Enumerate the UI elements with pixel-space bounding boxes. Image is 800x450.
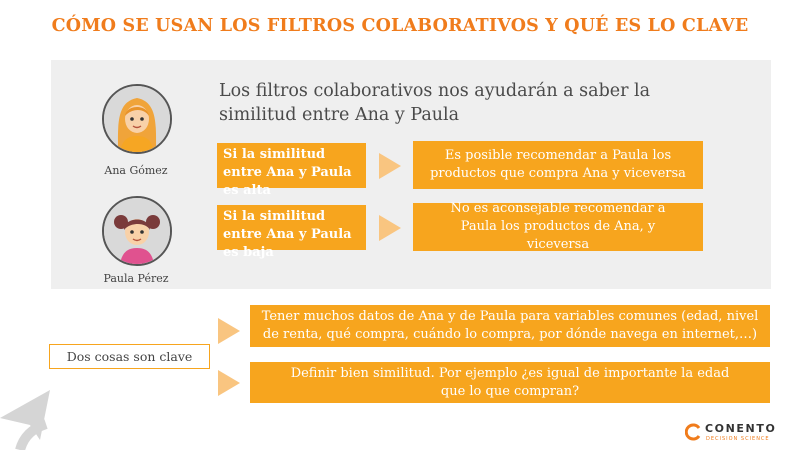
key-item-data: Tener muchos datos de Ana y de Paula para variables comunes (edad, nivel de renta, qué compra, cuándo lo compra, por dónde navega en internet,…) xyxy=(250,305,770,347)
logo-tagline: DECISION SCIENCE xyxy=(706,436,770,442)
ana-face-icon xyxy=(104,86,170,152)
condition-high-box: Si la similitud entre Ana y Paula es alta xyxy=(217,143,366,188)
key-item-similarity: Definir bien similitud. Por ejemplo ¿es igual de importante la edad que lo que compran? xyxy=(250,362,770,403)
key-label-box: Dos cosas son clave xyxy=(49,344,210,369)
arrow-icon xyxy=(379,153,401,179)
arrow-icon xyxy=(218,370,240,396)
ana-avatar xyxy=(102,84,172,154)
page-title: CÓMO SE USAN LOS FILTROS COLABORATIVOS Y QUÉ ES LO CLAVE xyxy=(51,16,749,36)
logo-name: CONENTO xyxy=(705,422,777,435)
logo-icon xyxy=(685,423,703,441)
paula-avatar xyxy=(102,196,172,266)
intro-text: Los filtros colaborativos nos ayudarán a saber la similitud entre Ana y Paula xyxy=(219,81,651,125)
result-low-box: No es aconsejable recomendar a Paula los productos de Ana, y viceversa xyxy=(413,203,703,251)
decorative-arrow-icon xyxy=(0,380,70,450)
arrow-icon xyxy=(379,215,401,241)
paula-face-icon xyxy=(104,198,170,264)
paula-name: Paula Pérez xyxy=(103,272,169,285)
result-high-box: Es posible recomendar a Paula los productos que compra Ana y viceversa xyxy=(413,141,703,189)
condition-low-box: Si la similitud entre Ana y Paula es baja xyxy=(217,205,366,250)
arrow-icon xyxy=(218,318,240,344)
conento-logo xyxy=(685,421,795,445)
ana-name: Ana Gómez xyxy=(104,164,168,177)
